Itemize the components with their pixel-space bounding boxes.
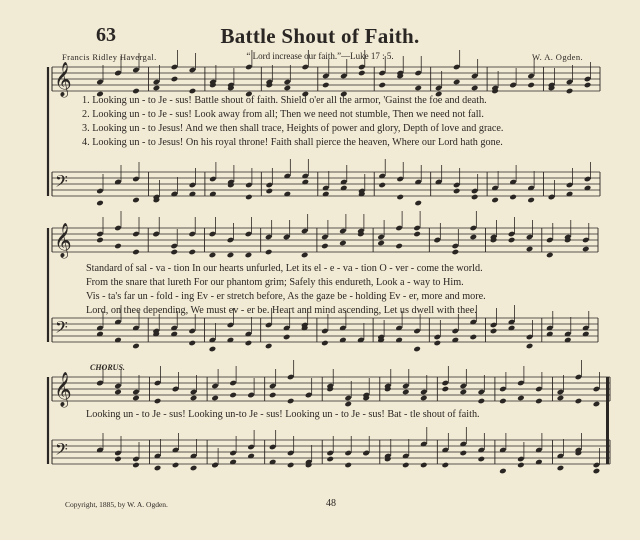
page-number: 48: [326, 498, 336, 509]
system-3-bass-notes-notehead: [460, 450, 468, 457]
system-3-bass-notes-notehead: [517, 462, 525, 469]
system-2-treble-notes-notehead: [526, 246, 534, 253]
verse-4-line-1: 4. Looking un - to Jesus! On his royal throne! Faith shall pierce the heaven, Where our Lord hath gone.: [82, 137, 503, 148]
system-3-treble-notes-notehead: [557, 395, 565, 402]
system-3-treble-notes-notehead: [211, 395, 219, 402]
system-3-bass-notes-notehead: [420, 462, 428, 469]
author-credit: Francis Ridley Havergal.: [62, 52, 157, 62]
system-1-treble-notes-notehead: [284, 85, 292, 92]
system-1-bass-notes-notehead: [509, 194, 517, 201]
copyright-notice: Copyright, 1885, by W. A. Ogden.: [65, 500, 168, 509]
system-2-bass-notes-notehead: [434, 340, 442, 347]
composer-credit: W. A. Ogden.: [532, 52, 583, 62]
system-2-treble-notes-notehead: [132, 249, 140, 256]
system-3-treble-notes-notehead: [442, 386, 450, 393]
verse-1-line-2: Standard of sal - va - tion In our hearts unfurled, Let its el - e - va - tion O - ver - come the world.: [86, 263, 483, 274]
system-1-bass-notes-notehead: [245, 194, 253, 201]
system-2-treble-notes-notehead: [114, 243, 122, 250]
system-2-bass-notes-notehead: [245, 340, 253, 347]
system-3-bass-notes-notehead: [402, 462, 410, 469]
system-1-treble-notes-notehead: [471, 85, 479, 92]
system-3-bass-notes-notehead: [499, 468, 507, 475]
system-1-bass-notes-notehead: [96, 200, 104, 207]
system-3-treble-notes-notehead: [114, 389, 122, 396]
system-3-bass-notes-notehead: [557, 465, 565, 472]
system-2-bass-notes-notehead: [526, 343, 534, 350]
system-1-treble-notes-notehead: [358, 70, 366, 77]
system-2-treble-notes-notehead: [452, 249, 460, 256]
system-3-treble-notes-notehead: [344, 401, 352, 408]
system-2-treble-notes-notehead: [377, 240, 385, 247]
system-3-bass-notes-notehead: [478, 456, 486, 463]
system-3-treble-clef: 𝄞: [54, 372, 72, 407]
system-3-treble-notes-notehead: [269, 392, 277, 399]
system-2-bass-clef: 𝄢: [55, 317, 68, 341]
system-3-treble-notes-notehead: [593, 401, 601, 408]
system-3-treble-notes-notehead: [517, 395, 525, 402]
system-1-treble-notes-notehead: [584, 82, 592, 89]
system-2-bass-notes-notehead: [321, 340, 329, 347]
system-1-treble-notes-notehead: [414, 85, 422, 92]
system-3-treble-notes-notehead: [535, 398, 543, 405]
system-3-treble-notes-notehead: [190, 395, 198, 402]
verse-2-line-1: 2. Looking un - to Je - sus! Look away from all; Then we need not stumble, Then we need not fall.: [82, 109, 484, 120]
system-3-treble-notes-notehead: [420, 395, 428, 402]
system-1-bass-notes-notehead: [132, 197, 140, 204]
system-1-bass-notes-notehead: [414, 200, 422, 207]
chorus-label: CHORUS.: [90, 363, 125, 372]
system-3-bass-notes-notehead: [154, 465, 162, 472]
verse-1-line-1: 1. Looking un - to Je - sus! Battle shout of faith. Shield o'er all the armor, 'Gainst the foe and death.: [82, 95, 487, 106]
system-2-treble-notes-notehead: [188, 249, 196, 256]
system-2-treble-notes-notehead: [170, 249, 178, 256]
system-2-treble-notes-notehead: [470, 234, 478, 241]
system-3-treble-notes-notehead: [402, 389, 410, 396]
system-3-treble-notes-notehead: [154, 398, 162, 405]
system-1-bass-notes-notehead: [491, 197, 499, 204]
system-2-treble-notes-notehead: [227, 252, 235, 259]
system-1-treble-notes-notehead: [527, 82, 535, 89]
system-2-treble-notes-notehead: [546, 252, 554, 259]
system-3-bass-notes-notehead: [172, 462, 180, 469]
system-3-treble-notes-notehead: [132, 395, 140, 402]
system-2-bass-notes-notehead: [413, 346, 421, 353]
system-3-bass-notes-notehead: [326, 456, 334, 463]
system-3-treble-notes-notehead: [478, 398, 486, 405]
system-1-bass-notes-notehead: [471, 194, 479, 201]
system-2-bass-notes-notehead: [265, 343, 273, 350]
scripture-reference: “ Lord increase our faith.”—Luke 17 : 5.: [246, 51, 394, 61]
system-3-bass-notes-notehead: [593, 468, 601, 475]
system-1-bass-notes-notehead: [266, 188, 274, 195]
system-1-treble-notes-notehead: [171, 76, 179, 83]
system-1-treble-notes-notehead: [153, 85, 161, 92]
system-2-treble-notes-notehead: [508, 237, 516, 244]
final-barline: [606, 377, 609, 464]
system-3-bass-notes-notehead: [442, 462, 450, 469]
system-2-treble-notes-notehead: [413, 231, 421, 238]
system-3-bass-clef: 𝄢: [55, 439, 68, 463]
system-2-treble-notes-notehead: [265, 249, 273, 256]
system-2-bass-notes-notehead: [132, 343, 140, 350]
system-2-bass-notes-notehead: [188, 340, 196, 347]
system-2-bass-notes-notehead: [283, 334, 291, 341]
hymn-number: 63: [96, 24, 116, 46]
system-1-bass-notes-notehead: [396, 194, 404, 201]
system-2-treble-notes-notehead: [582, 246, 590, 253]
verses-part-1: [82, 94, 503, 150]
verse-3-line-1: 3. Looking un - to Jesus! And we then shall trace, Heights of power and glory, Depth of love and grace.: [82, 123, 504, 134]
system-1-treble-notes-notehead: [322, 82, 330, 89]
system-3-treble-notes-notehead: [287, 398, 295, 405]
system-3-treble-notes-notehead: [499, 398, 507, 405]
verse-3-line-2: Vis - ta's far un - fold - ing Ev - er stretch before, As the gaze be - holding Ev - er, more and more.: [86, 291, 486, 302]
system-2-treble-notes-notehead: [395, 243, 403, 250]
hymn-title: Battle Shout of Faith.: [220, 24, 420, 48]
system-3-treble-notes-notehead: [229, 392, 237, 399]
system-2-bass-notes-notehead: [209, 346, 217, 353]
system-3-bass-notes-notehead: [132, 462, 140, 469]
system-3-treble-notes-notehead: [460, 389, 468, 396]
verse-2-line-2: From the snare that lureth For our phantom grim; Safely this endureth, Look a - way to Him.: [86, 277, 464, 288]
system-3-bass-notes-notehead: [287, 462, 295, 469]
system-2-treble-clef: 𝄞: [54, 223, 72, 258]
system-2-treble-notes-notehead: [301, 252, 309, 259]
system-1-treble-notes-notehead: [453, 79, 461, 86]
system-2-treble-notes-notehead: [321, 243, 329, 250]
verses-part-2: [86, 262, 486, 318]
system-1-treble-notes-notehead: [566, 88, 574, 95]
chorus-line: Looking un - to Je - sus! Looking un-to Je - sus! Looking un - to Je - sus! Bat - tle shout of faith.: [86, 409, 480, 420]
system-1-treble-notes-notehead: [378, 82, 386, 89]
verse-4-line-2: Lord, on thee depending, We must ev - er be. Heart and mind ascending, Let us dwell with thee.: [86, 305, 477, 316]
system-2-bass-notes-notehead: [470, 334, 478, 341]
system-2-treble-notes-notehead: [209, 252, 217, 259]
system-1-treble-clef: 𝄞: [54, 62, 72, 97]
system-2-treble-notes-notehead: [245, 252, 253, 259]
system-1-bass-notes-notehead: [527, 197, 535, 204]
system-3-bass-notes-notehead: [190, 465, 198, 472]
system-2-bass-notes-notehead: [490, 328, 498, 335]
system-2-treble-notes-notehead: [339, 240, 347, 247]
system-1-bass-clef: 𝄢: [55, 171, 68, 195]
system-2-treble-notes-notehead: [96, 237, 104, 244]
chorus-lyrics: [86, 408, 480, 422]
system-1-bass-notes-notehead: [378, 182, 386, 189]
system-3-treble-notes-notehead: [575, 398, 583, 405]
system-3-bass-notes-notehead: [344, 462, 352, 469]
system-3-bass-notes-notehead: [114, 456, 122, 463]
system-1-bass-notes-notehead: [453, 188, 461, 195]
